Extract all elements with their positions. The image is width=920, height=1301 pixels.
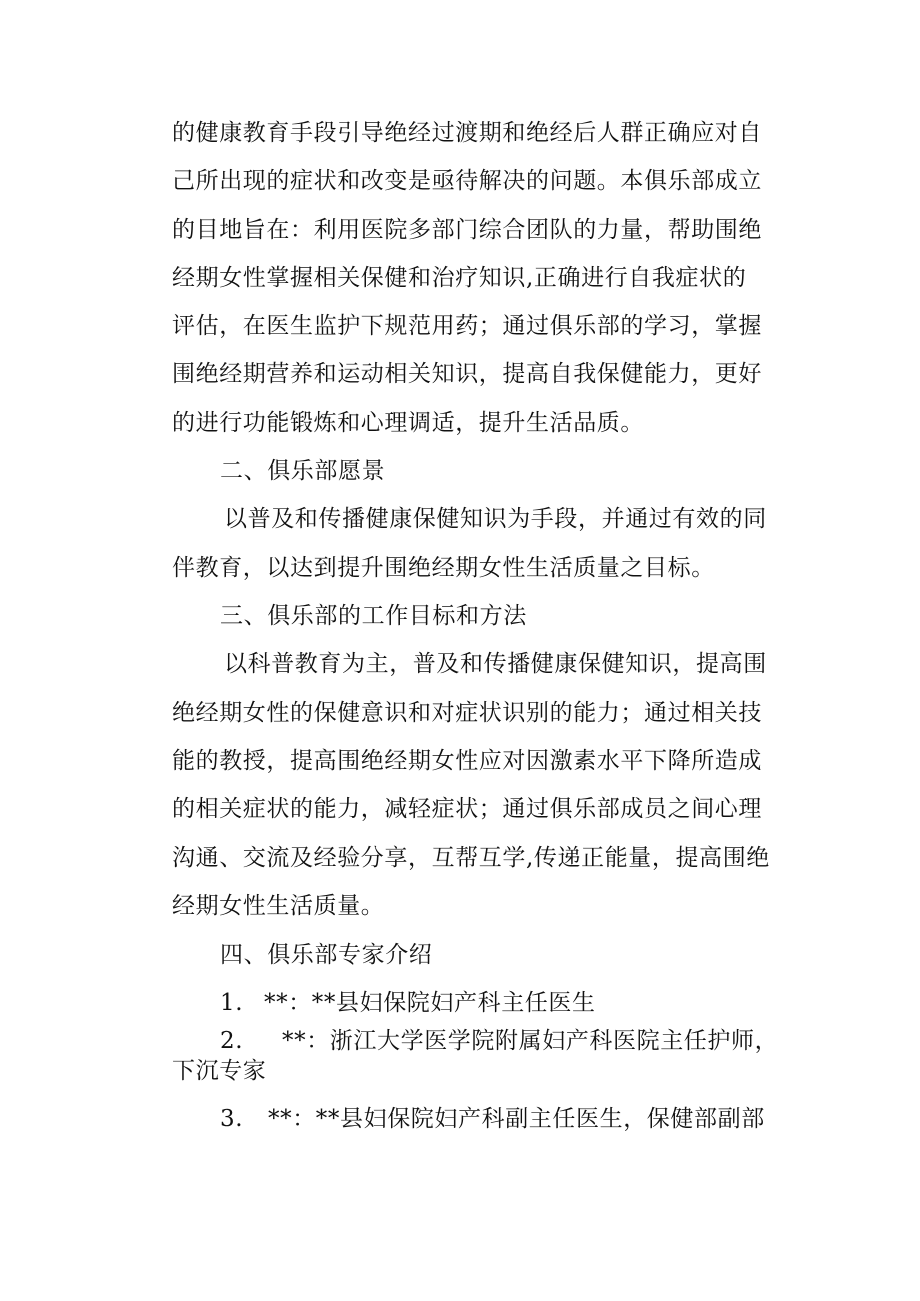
paragraph-line: 的进行功能锻炼和心理调适，提升生活品质。: [172, 410, 644, 436]
expert-item-2: [220, 1026, 778, 1056]
paragraph-line: 沟通、交流及经验分享，互帮互学,传递正能量，提高围绝: [172, 845, 770, 871]
expert-item-3: [220, 1104, 765, 1134]
paragraph-line: 以普及和传播健康保健知识为手段，并通过有效的同: [224, 506, 767, 532]
paragraph-line: 经期女性生活质量。: [172, 893, 385, 919]
paragraph-line: 的相关症状的能力，减轻症状；通过俱乐部成员之间心理: [172, 796, 762, 822]
paragraph-line: 的健康教育手段引导绝经过渡期和绝经后人群正确应对自: [172, 120, 762, 146]
paragraph-line: 伴教育，以达到提升围绝经期女性生活质量之目标。: [172, 555, 715, 581]
paragraph-line: 能的教授，提高围绝经期女性应对因激素水平下降所造成: [172, 748, 762, 774]
paragraph-line: 以科普教育为主，普及和传播健康保健知识，提高围: [224, 651, 767, 677]
expert-text: **：浙江大学医学院附属妇产科医院主任护师，: [282, 1028, 779, 1054]
section-heading-experts: 四、俱乐部专家介绍: [220, 942, 433, 968]
expert-item-1: [220, 988, 596, 1018]
paragraph-line: 的目地旨在：利用医院多部门综合团队的力量，帮助围绝: [172, 217, 762, 243]
paragraph-line: 绝经期女性的保健意识和对症状识别的能力；通过相关技: [172, 700, 762, 726]
list-number: 2.: [220, 1028, 244, 1054]
expert-text: **：**县妇保院妇产科主任医生: [264, 990, 596, 1016]
paragraph-line: 评估，在医生监护下规范用药；通过俱乐部的学习，掌握: [172, 313, 762, 339]
section-heading-vision: 二、俱乐部愿景: [220, 458, 386, 484]
expert-item-2-continuation: 下沉专家: [172, 1058, 267, 1084]
section-heading-goals: 三、俱乐部的工作目标和方法: [220, 603, 527, 629]
expert-text: **：**县妇保院妇产科副主任医生，保健部副部: [268, 1106, 765, 1132]
paragraph-line: 围绝经期营养和运动相关知识，提高自我保健能力，更好: [172, 361, 762, 387]
paragraph-line: 己所出现的症状和改变是亟待解决的问题。本俱乐部成立: [172, 168, 762, 194]
list-number: 3.: [220, 1106, 244, 1132]
list-number: 1.: [220, 990, 244, 1016]
paragraph-line: 经期女性掌握相关保健和治疗知识,正确进行自我症状的: [172, 265, 747, 291]
